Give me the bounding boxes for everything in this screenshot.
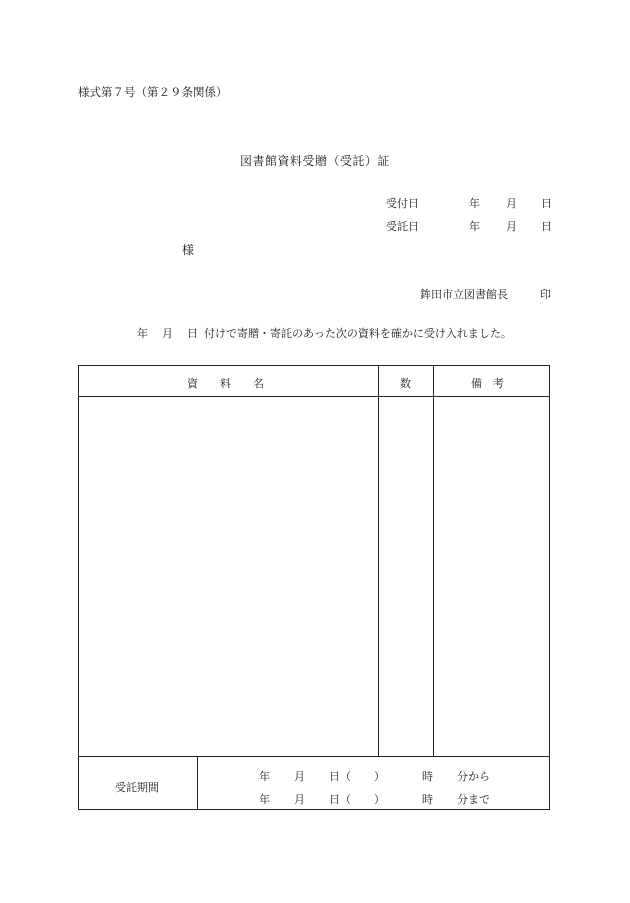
consign-date-label: 受託日 bbox=[386, 220, 419, 233]
receipt-statement bbox=[137, 325, 512, 341]
receipt-day: 日 bbox=[541, 197, 552, 210]
period-from-hour: 時 bbox=[422, 770, 433, 783]
period-from-tail: 分から bbox=[457, 770, 490, 783]
recipient-honorific: 様 bbox=[182, 243, 195, 257]
column-divider-count bbox=[378, 366, 379, 756]
period-to-hour: 時 bbox=[422, 793, 433, 806]
consign-year: 年 bbox=[469, 220, 480, 233]
period-from-row bbox=[259, 768, 539, 782]
period-to-day: 日（ bbox=[329, 793, 351, 806]
period-to-month: 月 bbox=[294, 793, 305, 806]
period-from-close: ） bbox=[374, 770, 385, 783]
issuer-name: 鉾田市立図書館長 bbox=[420, 288, 508, 301]
period-from-month: 月 bbox=[294, 770, 305, 783]
document-title: 図書館資料受贈（受託）証 bbox=[239, 154, 390, 168]
period-to-row bbox=[259, 791, 539, 805]
period-divider bbox=[79, 756, 549, 757]
materials-table bbox=[78, 365, 550, 810]
statement-day: 日 bbox=[187, 327, 198, 340]
period-from-day: 日（ bbox=[329, 770, 351, 783]
seal-mark: 印 bbox=[540, 288, 551, 301]
receipt-year: 年 bbox=[469, 197, 480, 210]
header-count: 数 bbox=[400, 377, 411, 390]
period-to-close: ） bbox=[374, 793, 385, 806]
header-divider bbox=[79, 396, 549, 397]
consign-month: 月 bbox=[506, 220, 517, 233]
period-from-year: 年 bbox=[259, 770, 270, 783]
consign-day: 日 bbox=[541, 220, 552, 233]
period-label-divider bbox=[197, 756, 198, 810]
header-material-name: 資 料 名 bbox=[187, 377, 264, 390]
receipt-date-label: 受付日 bbox=[386, 197, 419, 210]
form-number: 様式第７号（第２９条関係） bbox=[78, 85, 228, 99]
column-divider-remarks bbox=[433, 366, 434, 756]
statement-text: 付けで寄贈・寄託のあった次の資料を確かに受け入れました。 bbox=[204, 327, 512, 340]
period-to-tail: 分まで bbox=[457, 793, 490, 806]
header-remarks: 備 考 bbox=[471, 377, 504, 390]
period-to-year: 年 bbox=[259, 793, 270, 806]
statement-month: 月 bbox=[162, 327, 173, 340]
period-label: 受託期間 bbox=[115, 781, 159, 794]
receipt-month: 月 bbox=[506, 197, 517, 210]
statement-year: 年 bbox=[137, 327, 148, 340]
